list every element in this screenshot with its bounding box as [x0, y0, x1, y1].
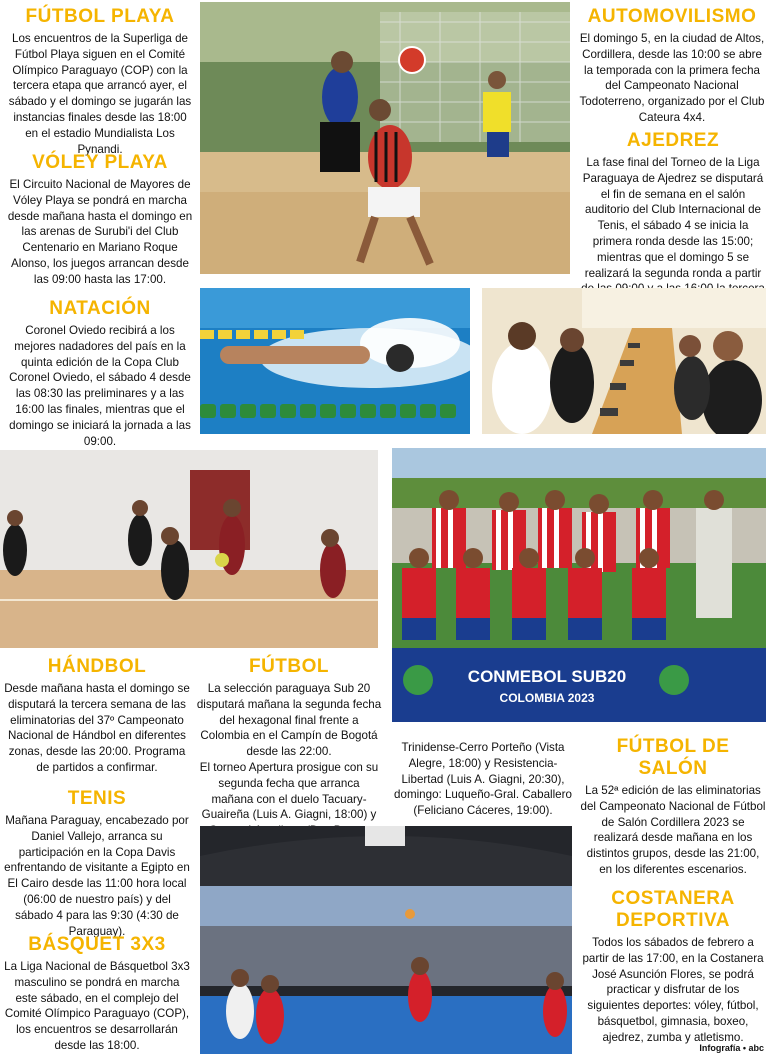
automovilismo-section	[578, 6, 766, 126]
futbol-body: La selección paraguaya Sub 20 disputará mañana la segunda fecha del hexagonal final frente a Colombia en el Campín de Bogotá desde las 22:00.	[196, 682, 382, 759]
futbol-section	[196, 656, 382, 855]
ajedrez-body: La fase final del Torneo de la Liga Paraguaya de Ajedrez se disputará el fin de semana en el salón auditorio del Club Internacional de Tenis, el sábado 4 se inicia la primera ronda desde las 15:00; mientras que el domingo 5 se realizará la segunda ronda a partir	[582, 156, 764, 280]
futbol-salon-title-line2: SALÓN	[638, 758, 708, 779]
futbol-playa-body: Los encuentros de la Superliga de Fútbol Playa siguen en el Comité Olímpico Paraguayo (COP) con la tercera etapa que arrancó ayer, el sábado y el domingo se jugarán las instancias finales desde las 18:00 en el estadio Mundialista Los Pynandi.	[8, 32, 192, 156]
handbol-title: HÁNDBOL	[47, 656, 147, 677]
futbol-playa-title: FÚTBOL PLAYA	[25, 6, 175, 27]
tenis-body: Mañana Paraguay, encabezado por Daniel Vallejo, arranca su participación en la Copa Davis enfrentando de visitante a Egipto en El Cairo desde las 11:00 hora local (06:00 de nuestro país) y del sábado 4 para las 9:30 (4:30 de Paraguay).	[4, 814, 190, 938]
automovilismo-body: El domingo 5, en la ciudad de Altos, Cordillera, desde las 10:00 se abre la temporada con la primera fecha del Campeonato Nacional Todoterreno, organizado por el Club Cateura 4x4.	[579, 32, 765, 124]
costanera-title-line2: DEPORTIVA	[616, 910, 730, 931]
futbol-body-continuation	[388, 740, 578, 819]
ajedrez-title: AJEDREZ	[626, 130, 720, 151]
natacion-title: NATACIÓN	[49, 298, 151, 319]
natacion-photo	[200, 288, 470, 434]
basquet-body: La Liga Nacional de Básquetbol 3x3 masculino se pondrá en marcha este sábado, en el complejo del Comité Olímpico Paraguayo (COP), los encuentros se desarrollarán desde las 18:00.	[4, 960, 190, 1052]
costanera-section	[580, 888, 766, 1046]
futbol-body-2: El torneo Apertura prosigue con su segunda fecha que arranca mañana con el duelo Tacuary-Guaireña (Luis A. Giagni, 18:00) y	[199, 760, 379, 822]
futbol-salon-body: La 52ª edición de las eliminatorias del Campeonato Nacional de Fútbol de Salón Cordillera 2023 se realizará desde mañana en los distintos grupos, desde las 21:00, en los diferentes escenarios.	[580, 784, 766, 876]
handbol-photo	[0, 450, 378, 648]
costanera-body: Todos los sábados de febrero a partir de las 17:00, en la Costanera José Asunción Flores, se podrá practicar y disfrutar de los siguientes deportes: vóley, fútbol, básquetbol, gimnasia, boxeo, ajedrez, zumba y atletismo.	[582, 936, 764, 1044]
natacion-body: Coronel Oviedo recibirá a los mejores nadadores del país en la quinta edición de la Copa Club Coronel Oviedo, el sábado 4 desde las 08:30 las preliminares y a las 16:00 las finales, mientras que el domingo se iniciará la jornada a las 09:00.	[9, 324, 191, 448]
futbol-salon-title-line1: FÚTBOL DE	[616, 736, 730, 757]
automovilismo-title: AUTOMOVILISMO	[587, 6, 757, 27]
futbol-salon-title	[580, 736, 766, 780]
tenis-section	[4, 788, 190, 939]
futbol-playa-section	[8, 6, 192, 157]
basquet-section	[4, 934, 190, 1054]
infografia-credit: Infografía • abc	[699, 1043, 764, 1053]
voley-playa-body: El Circuito Nacional de Mayores de Vóley Playa se pondrá en marcha desde mañana hasta el domingo en las arenas de Surubi'i del Club Centenario en Mariano Roque Alonso, los juegos arrancan desde las 09:00 hasta las 17:00.	[7, 178, 193, 286]
futbol-playa-photo	[200, 2, 570, 274]
futbol-title: FÚTBOL	[248, 656, 330, 677]
costanera-title	[580, 888, 766, 932]
futbol-salon-section	[580, 736, 766, 878]
tenis-title: TENIS	[67, 788, 127, 809]
futbol-photo	[392, 448, 766, 722]
natacion-section	[6, 298, 194, 449]
futbol-body-3: Trinidense-Cerro Porteño (Vista Alegre, 18:00) y Resistencia-Libertad (Luis A. Giagni, 20:30), domingo: Luqueño-Gral. Caballero (Feliciano Cáceres, 19:00).	[394, 741, 572, 818]
handbol-body: Desde mañana hasta el domingo se disputará la tercera semana de las eliminatorias del 37º Campeonato Nacional de Hándbol en diferentes zonas, desde las 20:00. Programa de partidos a confirmar.	[4, 682, 190, 774]
voley-playa-title: VÓLEY PLAYA	[32, 152, 168, 173]
voley-playa-section	[6, 152, 194, 288]
ajedrez-section	[580, 130, 766, 313]
futbol-photo-banner-line2: COLOMBIA 2023	[499, 691, 595, 705]
basquet-title: BÁSQUET 3X3	[28, 934, 166, 955]
handbol-section	[4, 656, 190, 776]
basquet-photo	[200, 826, 572, 1054]
futbol-photo-banner-line1: CONMEBOL SUB20	[467, 667, 627, 686]
ajedrez-photo	[482, 288, 766, 434]
costanera-title-line1: COSTANERA	[611, 888, 735, 909]
